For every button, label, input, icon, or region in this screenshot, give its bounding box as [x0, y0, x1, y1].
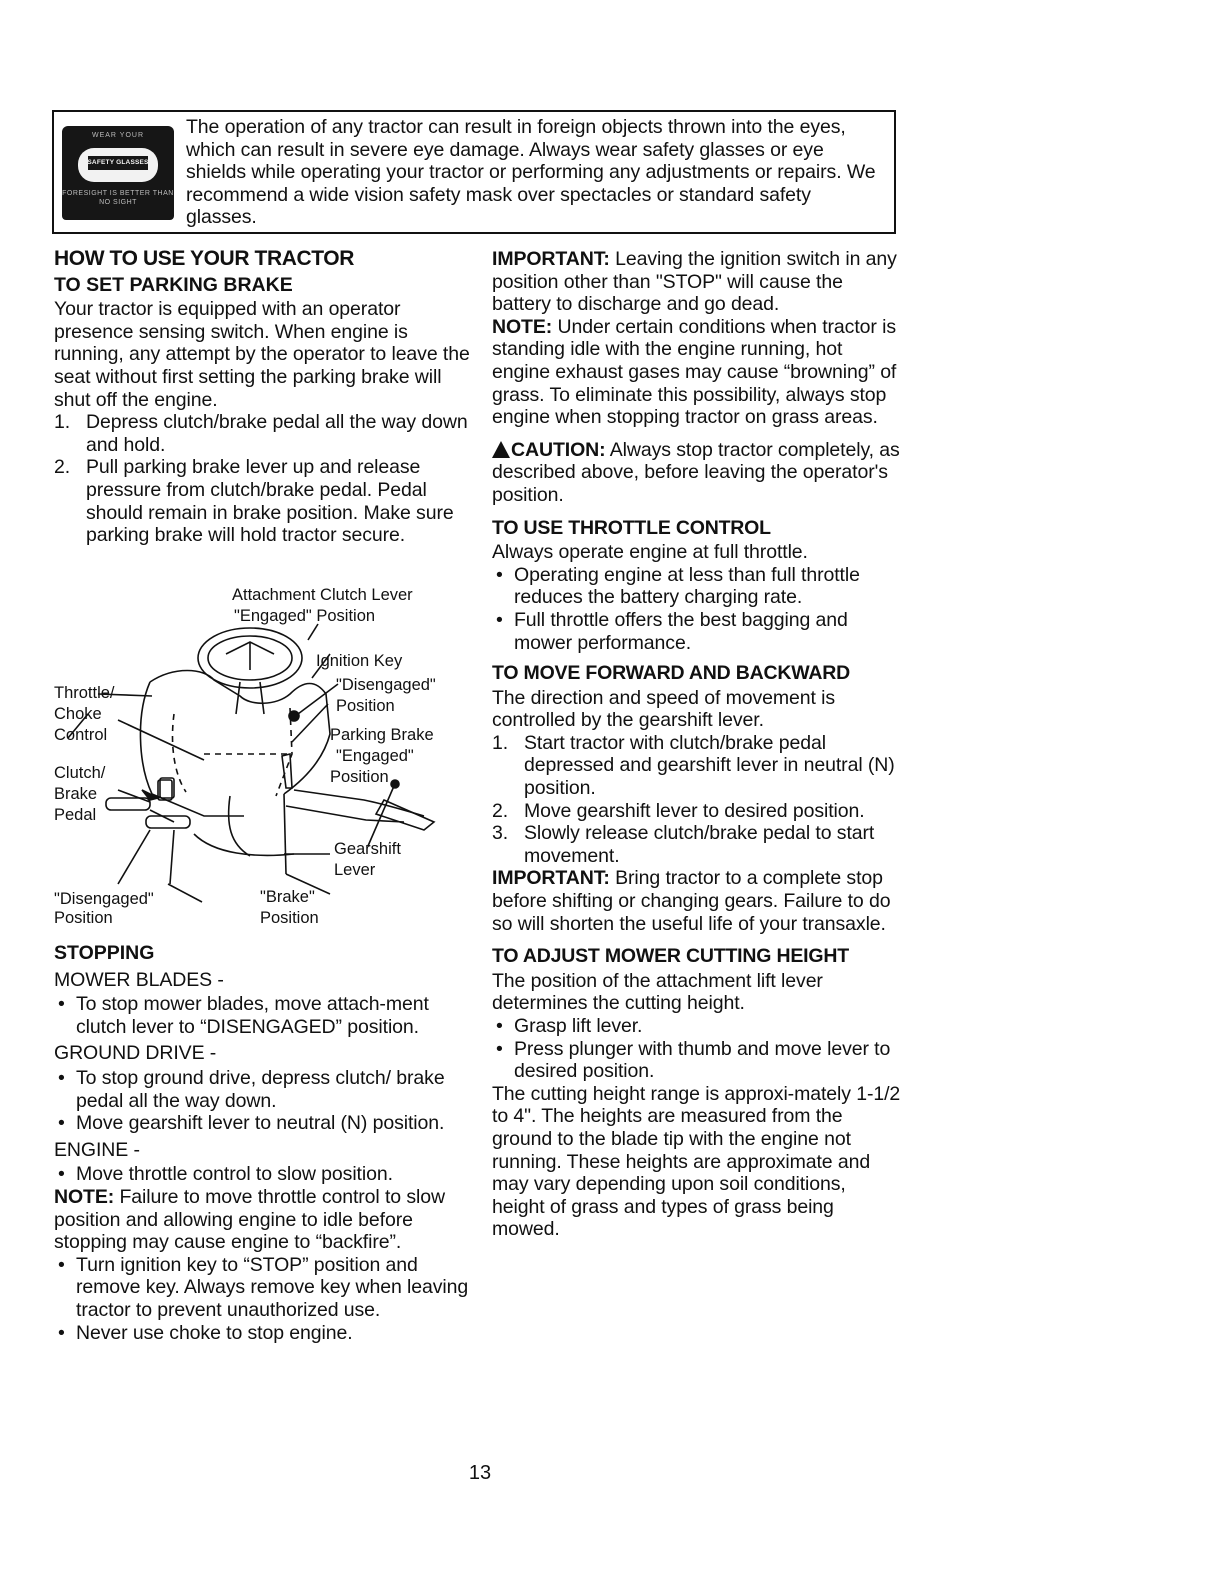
label-ignition-key: Ignition Key — [316, 652, 403, 670]
label-engaged-position: "Engaged" Position — [234, 607, 376, 625]
badge-mid-text: SAFETY GLASSES — [87, 159, 149, 166]
label-engaged-2: "Engaged" — [336, 747, 414, 765]
label-clutch: Clutch/ — [54, 764, 106, 782]
parking-brake-steps — [54, 411, 474, 547]
parking-brake-heading: TO SET PARKING BRAKE — [54, 273, 293, 296]
list-item: • To stop ground drive, depress clutch/ brake pedal all the way down. — [54, 1067, 474, 1112]
throttle-list — [492, 564, 902, 654]
label-parking-brake: Parking Brake — [330, 726, 434, 744]
safety-warning-text: The operation of any tractor can result in foreign objects thrown into the eyes, which can result in severe eye damage. Always wear safety glasses or eye shields while operating your tractor or performing any adjustments or repairs. We recommend a wide vision safety mask over spectacles or standard safety glasses. — [186, 116, 876, 229]
label-choke: Choke — [54, 705, 102, 723]
list-item: • Never use choke to stop engine. — [54, 1322, 474, 1345]
label-control: Control — [54, 726, 108, 744]
label-position-1: Position — [336, 697, 395, 715]
list-item: • Operating engine at less than full throttle reduces the battery charging rate. — [492, 564, 902, 609]
mower-blades-list — [54, 993, 474, 1038]
cutting-intro: The position of the attachment lift lever determines the cutting height. — [492, 969, 823, 1015]
left-column-top — [54, 248, 474, 547]
list-item: 1. Depress clutch/brake pedal all the way down and hold. — [54, 411, 468, 456]
label-disengaged-bottom: "Disengaged" — [54, 890, 154, 908]
label-brake: Brake — [54, 785, 98, 803]
list-item: • Grasp lift lever. — [492, 1015, 902, 1038]
cutting-outro: The cutting height range is approxi-mately 1-1/2 to 4". The heights are measured from the ground to the blade tip with the engine not running. These heights are approximate and may vary depending upon soil conditions, height of grass and types of grass being mowed. — [492, 1082, 901, 1241]
list-item: 3. Slowly release clutch/brake pedal to start movement. — [492, 822, 875, 867]
label-position-2: Position — [330, 768, 389, 786]
stopping-section — [54, 942, 474, 1344]
list-item: • Turn ignition key to “STOP” position and remove key. Always remove key when leaving tractor to prevent unauthorized use. — [54, 1254, 474, 1322]
move-heading: TO MOVE FORWARD AND BACKWARD — [492, 662, 851, 685]
label-position-4: Position — [260, 909, 319, 927]
caution-icon — [492, 441, 510, 458]
parking-brake-intro: Your tractor is equipped with an operator presence sensing switch. When engine is running, any attempt by the operator to leave the seat without first setting the parking brake will shut off the engine. — [54, 298, 470, 411]
label-attachment-clutch: Attachment Clutch Lever — [232, 586, 413, 604]
stopping-heading: STOPPING — [54, 942, 155, 964]
move-intro: The direction and speed of movement is controlled by the gearshift lever. — [492, 686, 836, 732]
ground-drive-label: GROUND DRIVE - — [54, 1042, 217, 1065]
tractor-controls-diagram — [54, 584, 474, 934]
list-item: 2. Move gearshift lever to desired position. — [492, 799, 865, 822]
badge-top-text: WEAR YOUR — [91, 132, 145, 139]
cutting-heading: TO ADJUST MOWER CUTTING HEIGHT — [492, 945, 849, 968]
list-item: • Move throttle control to slow position. — [54, 1163, 474, 1186]
list-item: 1. Start tractor with clutch/brake pedal depressed and gearshift lever in neutral (N) position. — [492, 731, 895, 800]
important-ignition: IMPORTANT: Leaving the ignition switch in any position other than "STOP" will cause the battery to discharge and go dead. — [492, 248, 897, 316]
list-item: • Move gearshift lever to neutral (N) position. — [54, 1112, 474, 1135]
throttle-intro: Always operate engine at full throttle. — [492, 541, 808, 564]
list-item: • Full throttle offers the best bagging and mower performance. — [492, 609, 902, 654]
move-steps — [492, 732, 902, 868]
main-heading: HOW TO USE YOUR TRACTOR — [54, 247, 354, 270]
label-brake-position: "Brake" — [260, 888, 315, 906]
important-gears: IMPORTANT: Bring tractor to a complete stop before shifting or changing gears. Failure to do so will shorten the useful life of your transaxle. — [492, 867, 891, 935]
label-position-3: Position — [54, 909, 113, 927]
label-gearshift: Gearshift — [334, 840, 401, 858]
note-browning: NOTE: Under certain conditions when tractor is standing idle with the engine running, hot engine exhaust gases may cause “browning” of grass. To eliminate this possibility, always stop engine when stopping tractor on grass areas. — [492, 315, 897, 429]
label-disengaged-top: "Disengaged" — [336, 676, 436, 694]
list-item: • Press plunger with thumb and move lever to desired position. — [492, 1038, 902, 1083]
engine-label: ENGINE - — [54, 1138, 140, 1161]
label-throttle: Throttle/ — [54, 684, 115, 702]
page-number: 13 — [468, 1462, 492, 1484]
ground-drive-list — [54, 1067, 474, 1135]
caution-stop: CAUTION: Always stop tractor completely, as described above, before leaving the operator's position. — [492, 438, 900, 506]
label-pedal: Pedal — [54, 806, 97, 824]
mower-blades-label: MOWER BLADES - — [54, 968, 224, 991]
list-item: 2. Pull parking brake lever up and release pressure from clutch/brake pedal. Pedal should remain in brake position. Make sure parking brake will hold tractor secure. — [54, 456, 454, 547]
engine-after-list — [54, 1254, 474, 1344]
right-column — [492, 248, 902, 1241]
cutting-list — [492, 1015, 902, 1083]
stopping-note: NOTE: Failure to move throttle control to slow position and allowing engine to idle before stopping may cause engine to “backfire”. — [54, 1185, 445, 1254]
engine-list — [54, 1163, 474, 1186]
safety-glasses-badge — [62, 126, 174, 220]
label-lever: Lever — [334, 861, 376, 879]
badge-bottom-text: FORESIGHT IS BETTER THAN NO SIGHT — [62, 190, 174, 206]
throttle-heading: TO USE THROTTLE CONTROL — [492, 516, 771, 539]
list-item: • To stop mower blades, move attach-ment clutch lever to “DISENGAGED” position. — [54, 993, 474, 1038]
